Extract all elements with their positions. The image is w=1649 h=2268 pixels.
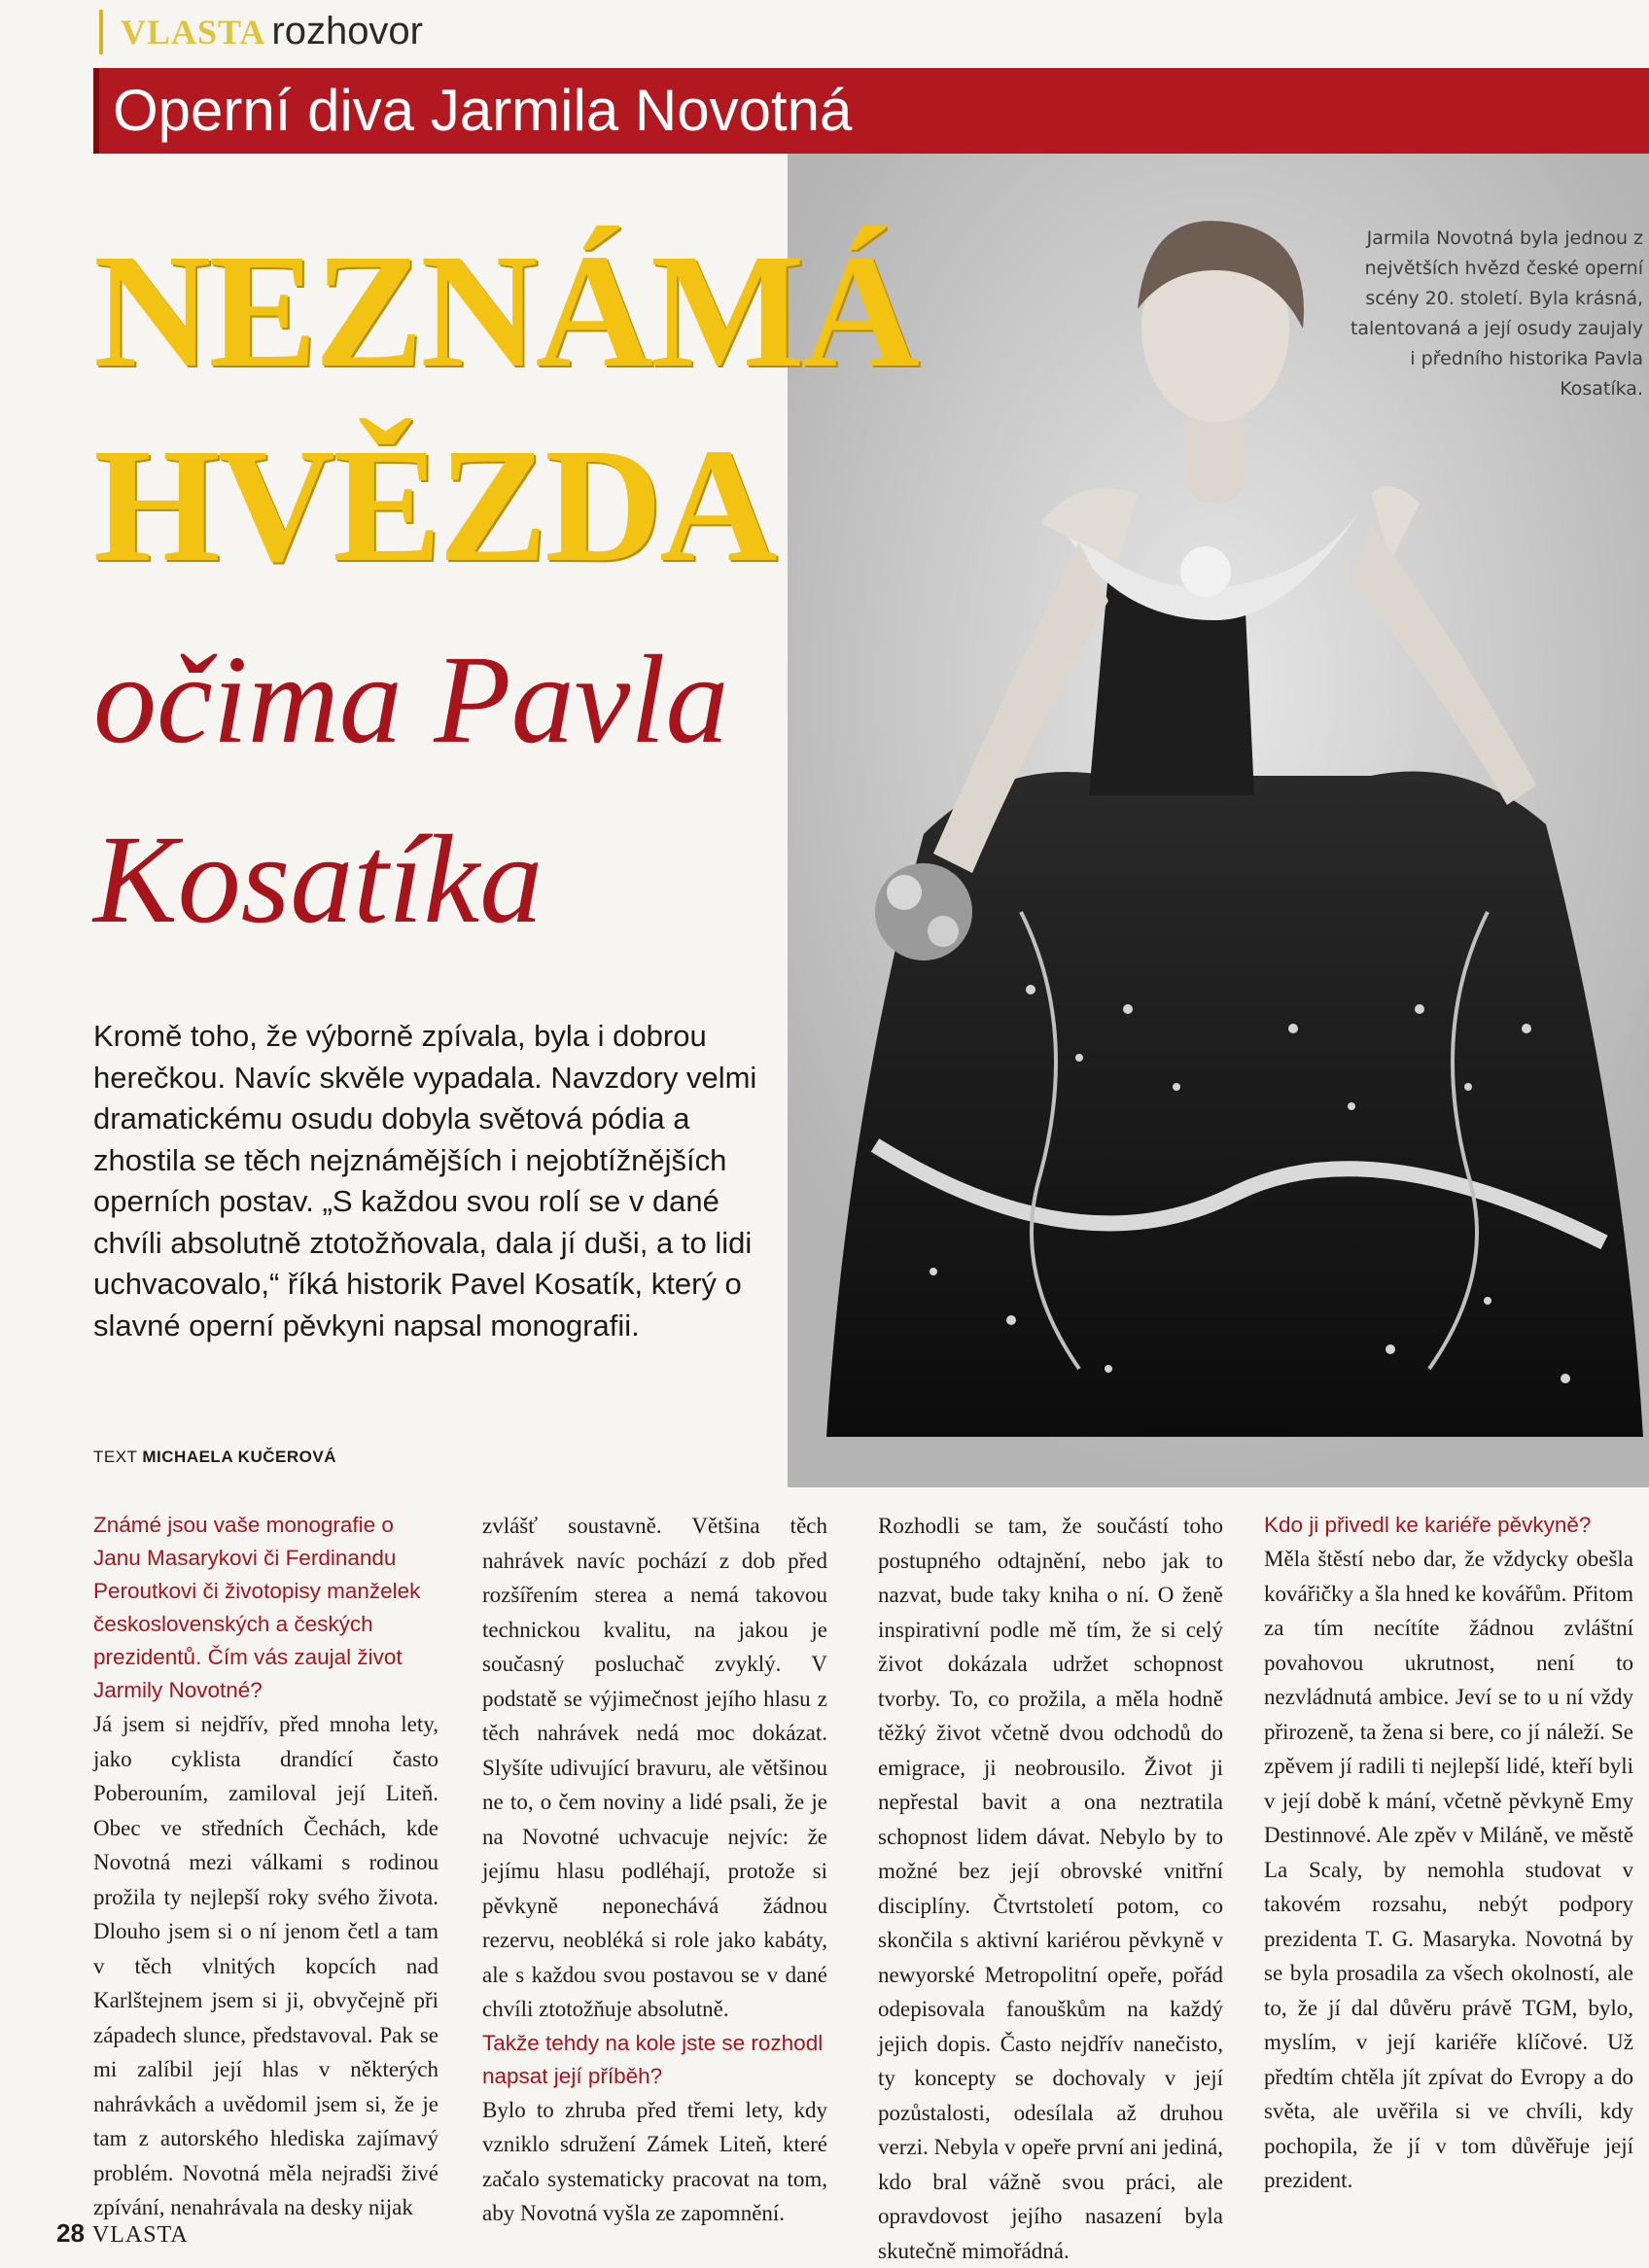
credit-name: MICHAELA KUČEROVÁ	[142, 1448, 336, 1466]
lead-text: Kromě toho, že výborně zpívala, byla i dobrou herečkou. Navíc skvěle vypadala. Navzdory velmi dramatickému osudu dobyla světová pódia a zhostila se těch nejznámějších i nejobtížnějších operních postav. „S každou svou rolí se v dané chvíli absolutně ztotožňovala, dala jí duši, a to lidi uchvacovalo,“ říká historik Pavel Kosatík, který o slavné operní pěvkyni napsal monografii.	[93, 1019, 757, 1343]
body-column-3	[878, 1509, 1223, 2268]
headline-line-4: Kosatíka	[93, 810, 544, 950]
photo-caption: Jarmila Novotná byla jednou z největších hvězd české operní scény 20. století. Byla krásná, talentovaná a její osudy zaujaly i předního historika Pavla Kosatíka.	[1350, 227, 1643, 400]
question-1: Známé jsou vaše monografie o Janu Masarykovi či Ferdinandu Peroutkovi či životopisy manželek československých a českých prezidentů. Čím vás zaujal život Jarmily Novotné?	[93, 1513, 421, 1702]
answer-1-part-2: zvlášť soustavně. Většina těch nahrávek navíc pochází z dob před rozšířením sterea a nemá takovou technickou kvalitu, na jakou je současný posluchač zvyklý. V podstatě se výjimečnost jejího hlasu z těch nahrávek nedá moc dokázat. Slyšíte udivující bravuru, ale většinou ne to, o čem noviny a lidé psali, že je na Novotné uchvacuje nejvíc: že jejímu hlasu podléhají, protože si pěvkyně neponechává žádnou rezervu, neobléká si role jako kabáty, ale s každou svou postavou se v dané chvíli ztotožňuje absolutně.	[482, 1514, 827, 2021]
body-column-1	[93, 1509, 439, 2225]
headline-line-2: HVĚZDA	[93, 415, 775, 596]
question-2: Takže tehdy na kole jste se rozhodl napsat její příběh?	[482, 2030, 824, 2088]
author-credit	[93, 1448, 336, 1467]
answer-3: Měla štěstí nebo dar, že vždycky obešla kovářičky a šla hned ke kovářům. Přitom za tím necítíte žádnou zvláštní povahovou ukrutnost, není to nezvládnutá ambice. Jeví se to u ní vždy přirozeně, ta žena si bere, co jí náleží. Se zpěvem jí radili ti nejlepší lidé, kteří byli v její době k mání, včetně pěvkyně Emy Destinnové. Ale zpěv v Miláně, ve městě La Scaly, by nemohla studovat v takovém rozsahu, nebýt podpory prezidenta T. G. Masaryka. Novotná by se byla prosadila za všech okolností, ale to, že jí dal důvěru právě TGM, bylo, myslím, v její kariéře klíčové. Už předtím chtěla jít zpívat do Evropy a do světa, ale uvěřila si ve chvíli, kdy pochopila, že jí v tom důvěřuje její prezident.	[1264, 1547, 1633, 2192]
magazine-logo: VLASTA	[121, 13, 266, 52]
answer-2-part-1: Bylo to zhruba před třemi lety, kdy vzniklo sdružení Zámek Liteň, které začalo systematicky pracovat na tom, aby Novotná vyšla ze zapomnění.	[482, 2097, 827, 2225]
section-label: rozhovor	[271, 10, 423, 52]
credit-label: TEXT	[93, 1448, 138, 1466]
article-kicker: Operní diva Jarmila Novotná	[113, 78, 853, 143]
footer-magazine-name: VLASTA	[91, 2222, 189, 2248]
page-number: 28	[56, 2218, 85, 2248]
headline-line-3: očima Pavla	[93, 630, 729, 770]
page-footer	[56, 2218, 189, 2249]
body-column-4	[1264, 1509, 1633, 2198]
answer-1-part-1: Já jsem si nejdřív, před mnoha lety, jako cyklista drandící často Poberouním, zamiloval její Liteň. Obec ve středních Čechách, kde Novotná mezi válkami s rodinou prožila ty nejlepší roky svého života. Dlouho jsem si o ní jenom četl a tam v těch vlnitých kopcích nad Karlštejnem jsem si ji, obvyčejně při západech slunce, představoval. Pak se mi zalíbil její hlas v některých nahrávkách a uvědomil jsem si, že je tam z autorského hlediska zajímavý problém. Novotná měla nejradši živé zpívání, nenahrávala na desky nijak	[93, 1712, 439, 2219]
lead-paragraph	[93, 1016, 774, 1346]
section-header	[99, 10, 423, 54]
title-band-edge	[93, 68, 99, 154]
headline-line-1: NEZNÁMÁ	[93, 221, 917, 401]
question-3: Kdo ji přivedl ke kariéře pěvkyně?	[1264, 1513, 1592, 1537]
body-column-2	[482, 1509, 827, 2231]
answer-2-part-2: Rozhodli se tam, že součástí toho postupného odtajnění, nebo jak to nazvat, bude taky kniha o ní. O ženě inspirativní podle mě tím, že si celý život dokázala udržet schopnost tvorby. To, co prožila, a měla hodně těžký život včetně dvou odchodů do emigrace, ji neobrousilo. Život ji nepřestal bavit a ona neztratila schopnost lidem dávat. Nebylo by to možné bez její obrovské vnitřní disciplíny. Čtvrtstoletí potom, co skončila s aktivní kariérou pěvkyně v newyorské Metropolitní opeře, pořád odepisovala fanouškům na každý jejich dopis. Často nejdřív nanečisto, ty koncepty se dochovaly v její pozůstalosti, odesílala až druhou verzi. Nebyla v opeře první ani jediná, kdo bral vážně svou práci, ale opravdovost jejího nasazení byla skutečně mimořádná.	[878, 1514, 1223, 2263]
